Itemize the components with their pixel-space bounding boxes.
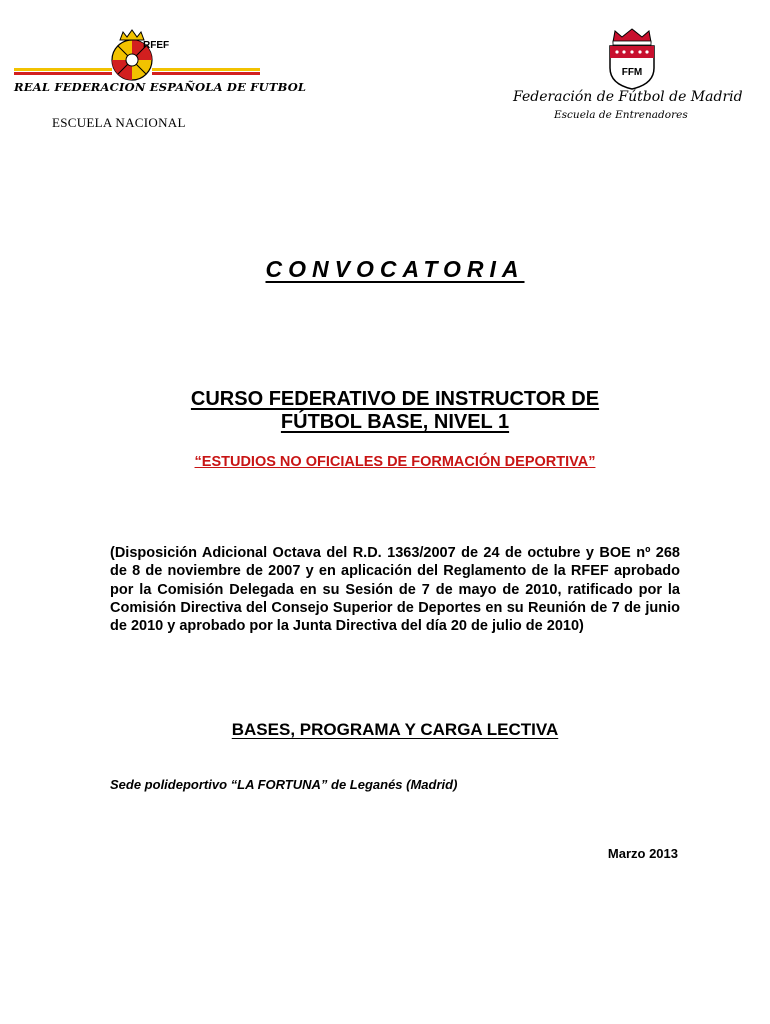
convocatoria-heading: CONVOCATORIA xyxy=(265,256,525,282)
ffm-crest-letters: FFM xyxy=(621,67,643,78)
rfef-school: ESCUELA NACIONAL xyxy=(52,115,186,130)
ffm-crest-logo xyxy=(605,28,659,90)
course-title xyxy=(110,388,680,434)
course-subtitle: “ESTUDIOS NO OFICIALES DE FORMACIÓN DEPORTIVA” xyxy=(194,454,596,470)
rfef-logo xyxy=(12,28,262,108)
venue-line: Sede polideportivo “LA FORTUNA” de Leganés (Madrid) xyxy=(110,777,458,792)
document-date: Marzo 2013 xyxy=(607,846,678,861)
rfef-logo-letters: RFEF xyxy=(143,40,170,51)
ffm-name: Federación de Fútbol de Madrid xyxy=(513,89,743,105)
rfef-name: REAL FEDERACION ESPAÑOLA DE FUTBOL xyxy=(14,80,307,94)
section-title: BASES, PROGRAMA Y CARGA LECTIVA xyxy=(231,720,559,739)
course-title-line-2: FÚTBOL BASE, NIVEL 1 xyxy=(280,411,510,433)
legal-disposition-paragraph: (Disposición Adicional Octava del R.D. 1363/2007 de 24 de octubre y BOE nº 268 de 8 de noviembre de 2007 y en aplicación del Reglamento de la RFEF aprobado por la Comisión Delegada en su Sesión de 7 de mayo de 2010, ratificado por la Comisión Directiva del Consejo Superior de Deportes en su Reunión de 7 de junio de 2010 y aprobado por la Junta Directiva del día 20 de julio de 2010) xyxy=(110,545,680,635)
course-title-line-1: CURSO FEDERATIVO DE INSTRUCTOR DE xyxy=(190,388,600,410)
ffm-school: Escuela de Entrenadores xyxy=(554,109,688,121)
